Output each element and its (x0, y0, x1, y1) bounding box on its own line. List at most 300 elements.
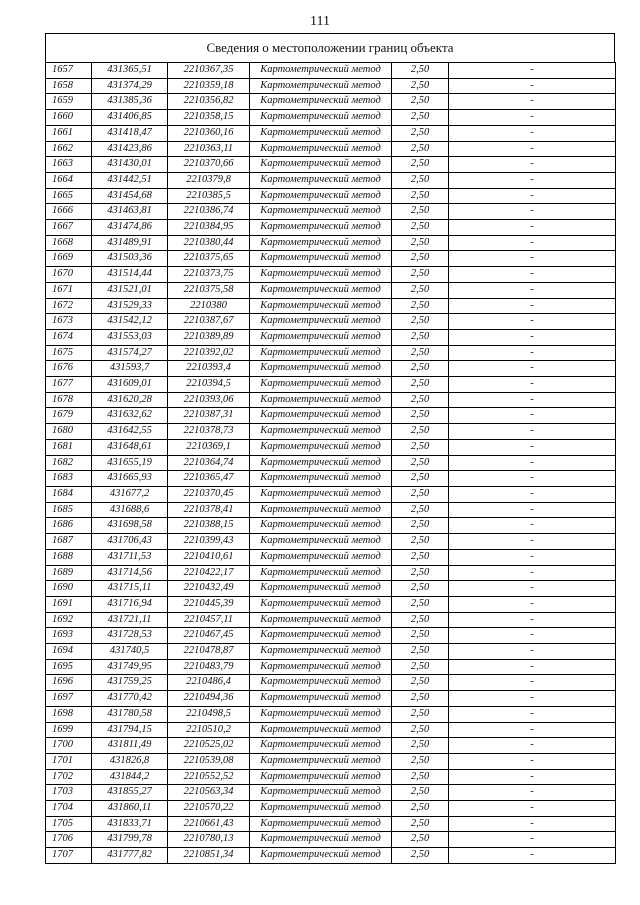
description-cell: - (449, 691, 616, 707)
x-coordinate-cell: 431489,91 (92, 235, 168, 251)
x-coordinate-cell: 431503,36 (92, 251, 168, 267)
accuracy-cell: 2,50 (392, 408, 449, 424)
accuracy-cell: 2,50 (392, 282, 449, 298)
method-cell: Картометрический метод (250, 110, 392, 126)
y-coordinate-cell: 2210661,43 (168, 816, 250, 832)
description-cell: - (449, 424, 616, 440)
accuracy-cell: 2,50 (392, 251, 449, 267)
accuracy-cell: 2,50 (392, 534, 449, 550)
method-cell: Картометрический метод (250, 753, 392, 769)
y-coordinate-cell: 2210380,44 (168, 235, 250, 251)
accuracy-cell: 2,50 (392, 141, 449, 157)
point-number-cell: 1690 (46, 581, 92, 597)
description-cell: - (449, 722, 616, 738)
accuracy-cell: 2,50 (392, 314, 449, 330)
point-number-cell: 1698 (46, 706, 92, 722)
y-coordinate-cell: 2210478,87 (168, 644, 250, 660)
x-coordinate-cell: 431365,51 (92, 63, 168, 79)
table-row (46, 78, 616, 94)
description-cell: - (449, 235, 616, 251)
y-coordinate-cell: 2210851,34 (168, 848, 250, 864)
x-coordinate-cell: 431749,95 (92, 659, 168, 675)
table-row (46, 267, 616, 283)
x-coordinate-cell: 431715,11 (92, 581, 168, 597)
accuracy-cell: 2,50 (392, 361, 449, 377)
method-cell: Картометрический метод (250, 220, 392, 236)
y-coordinate-cell: 2210367,35 (168, 63, 250, 79)
description-cell: - (449, 329, 616, 345)
description-cell: - (449, 644, 616, 660)
y-coordinate-cell: 2210410,61 (168, 549, 250, 565)
point-number-cell: 1657 (46, 63, 92, 79)
point-number-cell: 1696 (46, 675, 92, 691)
table-row (46, 486, 616, 502)
description-cell: - (449, 675, 616, 691)
accuracy-cell: 2,50 (392, 502, 449, 518)
method-cell: Картометрический метод (250, 738, 392, 754)
point-number-cell: 1665 (46, 188, 92, 204)
table-row (46, 612, 616, 628)
description-cell: - (449, 204, 616, 220)
point-number-cell: 1661 (46, 125, 92, 141)
description-cell: - (449, 439, 616, 455)
description-cell: - (449, 251, 616, 267)
method-cell: Картометрический метод (250, 377, 392, 393)
method-cell: Картометрический метод (250, 392, 392, 408)
point-number-cell: 1674 (46, 329, 92, 345)
accuracy-cell: 2,50 (392, 486, 449, 502)
accuracy-cell: 2,50 (392, 785, 449, 801)
table-row (46, 785, 616, 801)
y-coordinate-cell: 2210359,18 (168, 78, 250, 94)
table-row (46, 581, 616, 597)
method-cell: Картометрический метод (250, 314, 392, 330)
accuracy-cell: 2,50 (392, 424, 449, 440)
boundary-table-sheet (45, 33, 615, 864)
method-cell: Картометрический метод (250, 832, 392, 848)
method-cell: Картометрический метод (250, 769, 392, 785)
table-row (46, 94, 616, 110)
y-coordinate-cell: 2210356,82 (168, 94, 250, 110)
description-cell: - (449, 486, 616, 502)
description-cell: - (449, 110, 616, 126)
accuracy-cell: 2,50 (392, 455, 449, 471)
point-number-cell: 1681 (46, 439, 92, 455)
accuracy-cell: 2,50 (392, 722, 449, 738)
description-cell: - (449, 267, 616, 283)
y-coordinate-cell: 2210373,75 (168, 267, 250, 283)
description-cell: - (449, 314, 616, 330)
table-row (46, 801, 616, 817)
method-cell: Картометрический метод (250, 204, 392, 220)
method-cell: Картометрический метод (250, 361, 392, 377)
table-row (46, 816, 616, 832)
y-coordinate-cell: 2210432,49 (168, 581, 250, 597)
point-number-cell: 1683 (46, 471, 92, 487)
x-coordinate-cell: 431632,62 (92, 408, 168, 424)
description-cell: - (449, 408, 616, 424)
point-number-cell: 1672 (46, 298, 92, 314)
table-row (46, 424, 616, 440)
point-number-cell: 1688 (46, 549, 92, 565)
point-number-cell: 1705 (46, 816, 92, 832)
table-row (46, 502, 616, 518)
x-coordinate-cell: 431655,19 (92, 455, 168, 471)
point-number-cell: 1702 (46, 769, 92, 785)
method-cell: Картометрический метод (250, 188, 392, 204)
x-coordinate-cell: 431844,2 (92, 769, 168, 785)
y-coordinate-cell: 2210360,16 (168, 125, 250, 141)
x-coordinate-cell: 431794,15 (92, 722, 168, 738)
y-coordinate-cell: 2210387,67 (168, 314, 250, 330)
point-number-cell: 1693 (46, 628, 92, 644)
y-coordinate-cell: 2210370,66 (168, 157, 250, 173)
point-number-cell: 1689 (46, 565, 92, 581)
description-cell: - (449, 502, 616, 518)
point-number-cell: 1684 (46, 486, 92, 502)
table-row (46, 329, 616, 345)
y-coordinate-cell: 2210422,17 (168, 565, 250, 581)
point-number-cell: 1664 (46, 172, 92, 188)
accuracy-cell: 2,50 (392, 518, 449, 534)
accuracy-cell: 2,50 (392, 801, 449, 817)
y-coordinate-cell: 2210378,73 (168, 424, 250, 440)
point-number-cell: 1658 (46, 78, 92, 94)
y-coordinate-cell: 2210780,13 (168, 832, 250, 848)
table-row (46, 832, 616, 848)
x-coordinate-cell: 431770,42 (92, 691, 168, 707)
method-cell: Картометрический метод (250, 424, 392, 440)
description-cell: - (449, 345, 616, 361)
table-row (46, 565, 616, 581)
method-cell: Картометрический метод (250, 157, 392, 173)
x-coordinate-cell: 431521,01 (92, 282, 168, 298)
y-coordinate-cell: 2210525,02 (168, 738, 250, 754)
method-cell: Картометрический метод (250, 612, 392, 628)
x-coordinate-cell: 431574,27 (92, 345, 168, 361)
y-coordinate-cell: 2210392,02 (168, 345, 250, 361)
y-coordinate-cell: 2210486,4 (168, 675, 250, 691)
x-coordinate-cell: 431811,49 (92, 738, 168, 754)
x-coordinate-cell: 431826,8 (92, 753, 168, 769)
x-coordinate-cell: 431406,85 (92, 110, 168, 126)
y-coordinate-cell: 2210510,2 (168, 722, 250, 738)
method-cell: Картометрический метод (250, 251, 392, 267)
accuracy-cell: 2,50 (392, 471, 449, 487)
description-cell: - (449, 801, 616, 817)
method-cell: Картометрический метод (250, 659, 392, 675)
point-number-cell: 1694 (46, 644, 92, 660)
description-cell: - (449, 220, 616, 236)
y-coordinate-cell: 2210378,41 (168, 502, 250, 518)
table-row (46, 188, 616, 204)
accuracy-cell: 2,50 (392, 675, 449, 691)
accuracy-cell: 2,50 (392, 235, 449, 251)
description-cell: - (449, 816, 616, 832)
description-cell: - (449, 518, 616, 534)
accuracy-cell: 2,50 (392, 110, 449, 126)
description-cell: - (449, 172, 616, 188)
table-row (46, 471, 616, 487)
y-coordinate-cell: 2210393,4 (168, 361, 250, 377)
method-cell: Картометрический метод (250, 282, 392, 298)
point-number-cell: 1670 (46, 267, 92, 283)
y-coordinate-cell: 2210445,39 (168, 596, 250, 612)
x-coordinate-cell: 431777,82 (92, 848, 168, 864)
table-row (46, 125, 616, 141)
x-coordinate-cell: 431609,01 (92, 377, 168, 393)
method-cell: Картометрический метод (250, 596, 392, 612)
accuracy-cell: 2,50 (392, 738, 449, 754)
x-coordinate-cell: 431442,51 (92, 172, 168, 188)
y-coordinate-cell: 2210358,15 (168, 110, 250, 126)
accuracy-cell: 2,50 (392, 172, 449, 188)
point-number-cell: 1671 (46, 282, 92, 298)
y-coordinate-cell: 2210552,52 (168, 769, 250, 785)
point-number-cell: 1675 (46, 345, 92, 361)
table-row (46, 691, 616, 707)
x-coordinate-cell: 431430,01 (92, 157, 168, 173)
x-coordinate-cell: 431721,11 (92, 612, 168, 628)
point-number-cell: 1695 (46, 659, 92, 675)
method-cell: Картометрический метод (250, 78, 392, 94)
table-row (46, 722, 616, 738)
method-cell: Картометрический метод (250, 267, 392, 283)
accuracy-cell: 2,50 (392, 298, 449, 314)
method-cell: Картометрический метод (250, 691, 392, 707)
method-cell: Картометрический метод (250, 581, 392, 597)
accuracy-cell: 2,50 (392, 816, 449, 832)
accuracy-cell: 2,50 (392, 188, 449, 204)
accuracy-cell: 2,50 (392, 832, 449, 848)
y-coordinate-cell: 2210375,65 (168, 251, 250, 267)
y-coordinate-cell: 2210385,5 (168, 188, 250, 204)
description-cell: - (449, 188, 616, 204)
table-row (46, 848, 616, 864)
point-number-cell: 1659 (46, 94, 92, 110)
table-row (46, 235, 616, 251)
y-coordinate-cell: 2210365,47 (168, 471, 250, 487)
method-cell: Картометрический метод (250, 63, 392, 79)
table-row (46, 596, 616, 612)
description-cell: - (449, 706, 616, 722)
x-coordinate-cell: 431860,11 (92, 801, 168, 817)
table-row (46, 172, 616, 188)
y-coordinate-cell: 2210363,11 (168, 141, 250, 157)
method-cell: Картометрический метод (250, 706, 392, 722)
table-row (46, 157, 616, 173)
x-coordinate-cell: 431648,61 (92, 439, 168, 455)
description-cell: - (449, 534, 616, 550)
table-row (46, 251, 616, 267)
table-row (46, 534, 616, 550)
x-coordinate-cell: 431529,33 (92, 298, 168, 314)
description-cell: - (449, 659, 616, 675)
y-coordinate-cell: 2210364,74 (168, 455, 250, 471)
table-title: Сведения о местоположении границ объекта (45, 33, 615, 62)
boundary-points-table (45, 62, 616, 864)
accuracy-cell: 2,50 (392, 329, 449, 345)
method-cell: Картометрический метод (250, 801, 392, 817)
y-coordinate-cell: 2210379,8 (168, 172, 250, 188)
accuracy-cell: 2,50 (392, 769, 449, 785)
accuracy-cell: 2,50 (392, 125, 449, 141)
y-coordinate-cell: 2210393,06 (168, 392, 250, 408)
point-number-cell: 1678 (46, 392, 92, 408)
x-coordinate-cell: 431463,81 (92, 204, 168, 220)
description-cell: - (449, 549, 616, 565)
method-cell: Картометрический метод (250, 141, 392, 157)
method-cell: Картометрический метод (250, 486, 392, 502)
accuracy-cell: 2,50 (392, 392, 449, 408)
method-cell: Картометрический метод (250, 471, 392, 487)
table-row (46, 345, 616, 361)
description-cell: - (449, 785, 616, 801)
x-coordinate-cell: 431698,58 (92, 518, 168, 534)
table-row (46, 141, 616, 157)
x-coordinate-cell: 431833,71 (92, 816, 168, 832)
accuracy-cell: 2,50 (392, 549, 449, 565)
description-cell: - (449, 141, 616, 157)
point-number-cell: 1682 (46, 455, 92, 471)
accuracy-cell: 2,50 (392, 94, 449, 110)
table-body (46, 63, 616, 864)
accuracy-cell: 2,50 (392, 78, 449, 94)
accuracy-cell: 2,50 (392, 691, 449, 707)
x-coordinate-cell: 431740,5 (92, 644, 168, 660)
y-coordinate-cell: 2210387,31 (168, 408, 250, 424)
table-row (46, 220, 616, 236)
point-number-cell: 1701 (46, 753, 92, 769)
point-number-cell: 1676 (46, 361, 92, 377)
method-cell: Картометрический метод (250, 94, 392, 110)
accuracy-cell: 2,50 (392, 204, 449, 220)
x-coordinate-cell: 431642,55 (92, 424, 168, 440)
table-row (46, 282, 616, 298)
table-row (46, 675, 616, 691)
table-row (46, 659, 616, 675)
x-coordinate-cell: 431728,53 (92, 628, 168, 644)
table-row (46, 392, 616, 408)
point-number-cell: 1662 (46, 141, 92, 157)
description-cell: - (449, 565, 616, 581)
point-number-cell: 1687 (46, 534, 92, 550)
accuracy-cell: 2,50 (392, 439, 449, 455)
description-cell: - (449, 282, 616, 298)
table-row (46, 377, 616, 393)
description-cell: - (449, 738, 616, 754)
method-cell: Картометрический метод (250, 816, 392, 832)
x-coordinate-cell: 431780,58 (92, 706, 168, 722)
x-coordinate-cell: 431374,29 (92, 78, 168, 94)
description-cell: - (449, 361, 616, 377)
point-number-cell: 1668 (46, 235, 92, 251)
description-cell: - (449, 377, 616, 393)
accuracy-cell: 2,50 (392, 267, 449, 283)
accuracy-cell: 2,50 (392, 659, 449, 675)
description-cell: - (449, 596, 616, 612)
description-cell: - (449, 848, 616, 864)
description-cell: - (449, 581, 616, 597)
accuracy-cell: 2,50 (392, 848, 449, 864)
point-number-cell: 1679 (46, 408, 92, 424)
accuracy-cell: 2,50 (392, 596, 449, 612)
x-coordinate-cell: 431711,53 (92, 549, 168, 565)
method-cell: Картометрический метод (250, 125, 392, 141)
y-coordinate-cell: 2210386,74 (168, 204, 250, 220)
table-row (46, 753, 616, 769)
accuracy-cell: 2,50 (392, 581, 449, 597)
point-number-cell: 1700 (46, 738, 92, 754)
accuracy-cell: 2,50 (392, 157, 449, 173)
point-number-cell: 1669 (46, 251, 92, 267)
y-coordinate-cell: 2210457,11 (168, 612, 250, 628)
x-coordinate-cell: 431688,6 (92, 502, 168, 518)
method-cell: Картометрический метод (250, 518, 392, 534)
description-cell: - (449, 78, 616, 94)
point-number-cell: 1691 (46, 596, 92, 612)
y-coordinate-cell: 2210375,58 (168, 282, 250, 298)
method-cell: Картометрический метод (250, 439, 392, 455)
accuracy-cell: 2,50 (392, 345, 449, 361)
point-number-cell: 1692 (46, 612, 92, 628)
method-cell: Картометрический метод (250, 455, 392, 471)
y-coordinate-cell: 2210483,79 (168, 659, 250, 675)
point-number-cell: 1663 (46, 157, 92, 173)
description-cell: - (449, 125, 616, 141)
x-coordinate-cell: 431716,94 (92, 596, 168, 612)
x-coordinate-cell: 431714,56 (92, 565, 168, 581)
point-number-cell: 1667 (46, 220, 92, 236)
page-number: 111 (310, 14, 330, 29)
x-coordinate-cell: 431385,36 (92, 94, 168, 110)
method-cell: Картометрический метод (250, 172, 392, 188)
x-coordinate-cell: 431418,47 (92, 125, 168, 141)
table-row (46, 455, 616, 471)
x-coordinate-cell: 431553,03 (92, 329, 168, 345)
table-row (46, 439, 616, 455)
table-row (46, 314, 616, 330)
y-coordinate-cell: 2210384,95 (168, 220, 250, 236)
table-row (46, 549, 616, 565)
y-coordinate-cell: 2210563,34 (168, 785, 250, 801)
x-coordinate-cell: 431799,78 (92, 832, 168, 848)
method-cell: Картометрический метод (250, 502, 392, 518)
method-cell: Картометрический метод (250, 848, 392, 864)
accuracy-cell: 2,50 (392, 706, 449, 722)
table-row (46, 204, 616, 220)
point-number-cell: 1703 (46, 785, 92, 801)
y-coordinate-cell: 2210467,45 (168, 628, 250, 644)
x-coordinate-cell: 431514,44 (92, 267, 168, 283)
table-row (46, 738, 616, 754)
point-number-cell: 1660 (46, 110, 92, 126)
y-coordinate-cell: 2210388,15 (168, 518, 250, 534)
point-number-cell: 1699 (46, 722, 92, 738)
accuracy-cell: 2,50 (392, 612, 449, 628)
y-coordinate-cell: 2210399,43 (168, 534, 250, 550)
y-coordinate-cell: 2210570,22 (168, 801, 250, 817)
point-number-cell: 1707 (46, 848, 92, 864)
x-coordinate-cell: 431593,7 (92, 361, 168, 377)
description-cell: - (449, 612, 616, 628)
accuracy-cell: 2,50 (392, 220, 449, 236)
y-coordinate-cell: 2210494,36 (168, 691, 250, 707)
point-number-cell: 1685 (46, 502, 92, 518)
method-cell: Картометрический метод (250, 235, 392, 251)
x-coordinate-cell: 431542,12 (92, 314, 168, 330)
method-cell: Картометрический метод (250, 298, 392, 314)
